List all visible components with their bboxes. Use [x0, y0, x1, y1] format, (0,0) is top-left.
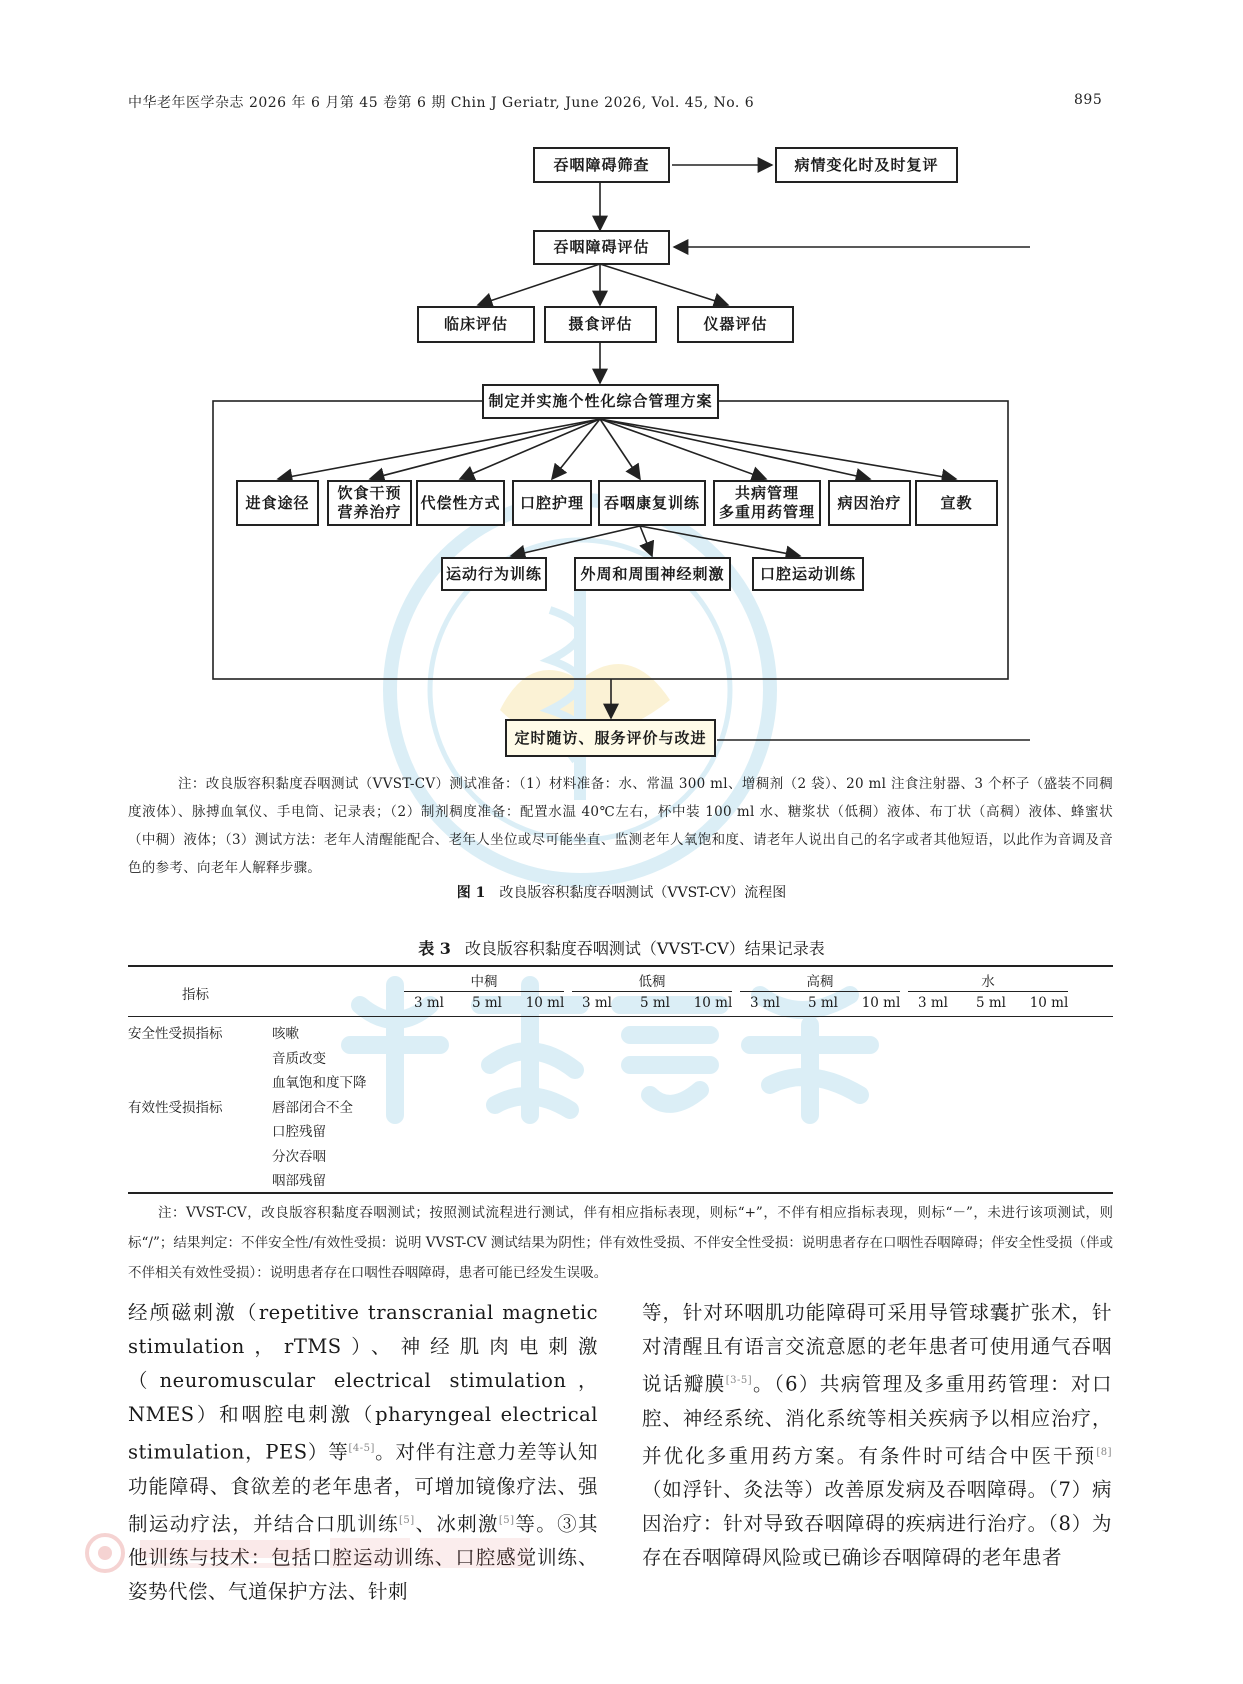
- box-comorbidity-polypharmacy: 共病管理 多重用药管理: [713, 480, 821, 526]
- table-group-header: 水: [981, 974, 995, 990]
- page-number: 895: [1074, 92, 1103, 108]
- table-indicator-header: 指标: [182, 987, 209, 1003]
- box-screening: 吞咽障碍筛查: [533, 147, 670, 183]
- table-row-label: 音质改变: [272, 1050, 326, 1067]
- table-row-label: 口腔残留: [272, 1124, 326, 1140]
- table-volume-header: 10 ml: [861, 995, 901, 1011]
- table-volume-header: 3 ml: [918, 995, 948, 1011]
- table-category-label: 安全性受损指标: [128, 1026, 223, 1042]
- box-intake-assessment: 摄食评估: [544, 306, 657, 343]
- box-compensation: 代偿性方式: [416, 480, 505, 526]
- table-volume-header: 3 ml: [414, 995, 444, 1011]
- table-caption-text: 改良版容积黏度吞咽测试（VVST-CV）结果记录表: [464, 939, 825, 958]
- box-instrument-assessment: 仪器评估: [677, 306, 794, 343]
- flowchart-connectors: [0, 0, 1243, 760]
- table-volume-header: 5 ml: [976, 995, 1006, 1011]
- table-category-label: 有效性受损指标: [128, 1099, 223, 1116]
- table-group-header: 中稠: [470, 974, 498, 990]
- citation[interactable]: [5]: [399, 1514, 415, 1526]
- table-bottom-rule: [128, 1192, 1113, 1194]
- citation[interactable]: [5]: [498, 1514, 515, 1526]
- table-volume-header: 5 ml: [472, 995, 502, 1011]
- table-row-label: 分次吞咽: [272, 1148, 326, 1165]
- box-swallow-rehab: 吞咽康复训练: [598, 480, 706, 526]
- table-row-label: 咳嗽: [272, 1026, 299, 1042]
- body-paragraph: 等，针对环咽肌功能障碍可采用导管球囊扩张术，针对清醒且有语言交流意愿的老年患者可使用通气吞咽说话瓣膜[3-5]。（6）共病管理及多重用药管理：对口腔、神经系统、消化系统等相关疾病予以相应治疗，并优化多重用药方案。有条件时可结合中医干预[8]（如浮针、灸法等）改善原发病及吞咽障碍。（7）病因治疗：针对导致吞咽障碍的疾病进行治疗。（8）为存在吞咽障碍风险或已确诊吞咽障碍的老年患者: [642, 1301, 1112, 1569]
- body-column-right: [642, 1296, 1112, 1575]
- table-volume-header: 5 ml: [640, 995, 670, 1011]
- table-group-header: 高稠: [806, 974, 834, 990]
- table-group-rule: [572, 991, 732, 992]
- box-oral-care: 口腔护理: [512, 480, 592, 526]
- figure-caption-text: 改良版容积黏度吞咽测试（VVST-CV）流程图: [499, 885, 787, 901]
- figure-caption: [0, 882, 1243, 902]
- table-caption-label: 表 3: [418, 939, 451, 958]
- citation[interactable]: [4-5]: [348, 1443, 375, 1454]
- table-volume-header: 10 ml: [525, 995, 565, 1011]
- table-caption: [0, 936, 1243, 959]
- table-volume-header: 5 ml: [808, 995, 838, 1011]
- box-management-plan: 制定并实施个性化综合管理方案: [482, 384, 719, 419]
- box-assessment: 吞咽障碍评估: [533, 230, 670, 265]
- box-diet-nutrition: 饮食干预 营养治疗: [327, 480, 412, 526]
- table-group-header: 低稠: [638, 974, 666, 990]
- box-clinical-assessment: 临床评估: [417, 306, 535, 343]
- box-reassess: 病情变化时及时复评: [775, 147, 958, 183]
- table-row-label: 血氧饱和度下降: [272, 1075, 367, 1091]
- table-group-rule: [908, 991, 1068, 992]
- table-row-label: 咽部残留: [272, 1173, 326, 1189]
- body-paragraph: 经颅磁刺激（repetitive transcranial magnetic stimulation，rTMS）、神经肌肉电刺激（neuromuscular electrical stimulation，NMES）和咽腔电刺激（pharyngeal electrical stimulation，PES）等[4-5]。对伴有注意力差等认知功能障碍、食欲差的老年患者，可增加镜像疗法、强制运动疗法，并结合口肌训练[5]、冰刺激[5]等。③其他训练与技术：包括口腔运动训练、口腔感觉训练、姿势代偿、气道保护方法、针刺: [128, 1301, 598, 1603]
- box-feeding-route: 进食途径: [236, 480, 319, 526]
- box-education: 宣教: [915, 480, 998, 526]
- table-volume-header: 10 ml: [693, 995, 733, 1011]
- table-row-label: 唇部闭合不全: [272, 1099, 353, 1116]
- citation[interactable]: [8]: [1096, 1446, 1112, 1458]
- box-etiology-treatment: 病因治疗: [828, 480, 911, 526]
- figure-caption-label: 图 1: [456, 885, 486, 901]
- table-header-rule: [128, 1016, 1113, 1017]
- citation[interactable]: [3-5]: [725, 1375, 753, 1386]
- box-nerve-stimulation: 外周和周围神经刺激: [574, 557, 731, 591]
- table-note: 注：VVST-CV，改良版容积黏度吞咽测试；按照测试流程进行测试，伴有相应指标表现，则标“+”，不伴有相应指标表现，则标“－”，未进行该项测试，则标“/”；结果判定：不伴安全性/有效性受损：说明 VVST-CV 测试结果为阴性；伴有效性受损、不伴安全性受损：说明患者存在口咽性吞咽障碍；伴安全性受损（伴或不伴相关有效性受损）：说明患者存在口咽性吞咽障碍，患者可能已经发生误吸。: [128, 1205, 1113, 1281]
- table-volume-header: 3 ml: [750, 995, 780, 1011]
- publisher-logo-icon: [80, 1528, 540, 1578]
- box-oral-motor-training: 口腔运动训练: [752, 557, 864, 591]
- table-volume-header: 3 ml: [582, 995, 612, 1011]
- figure-note: 注：改良版容积黏度吞咽测试（VVST-CV）测试准备：（1）材料准备：水、常温 300 ml、增稠剂（2 袋）、20 ml 注食注射器、3 个杯子（盛装不同稠度液体）、脉搏血氧仪、手电筒、记录表；（2）制剂稠度准备：配置水温 40℃左右，杯中装 100 ml 水、糖浆状（低稠）液体、布丁状（高稠）液体、蜂蜜状（中稠）液体；（3）测试方法：老年人清醒能配合、老年人坐位或尽可能坐直、监测老年人氧饱和度、请老年人说出自己的名字或者其他短语，以此作为音调及音色的参考、向老年人解释步骤。: [128, 776, 1113, 876]
- table-top-rule: [128, 965, 1113, 967]
- running-header: 中华老年医学杂志 2026 年 6 月第 45 卷第 6 期 Chin J Geriatr, June 2026, Vol. 45, No. 6: [128, 95, 755, 111]
- table-group-rule: [404, 991, 564, 992]
- box-motor-training: 运动行为训练: [441, 557, 547, 591]
- table-group-rule: [740, 991, 900, 992]
- box-followup: 定时随访、服务评价与改进: [505, 719, 716, 757]
- table-volume-header: 10 ml: [1029, 995, 1069, 1011]
